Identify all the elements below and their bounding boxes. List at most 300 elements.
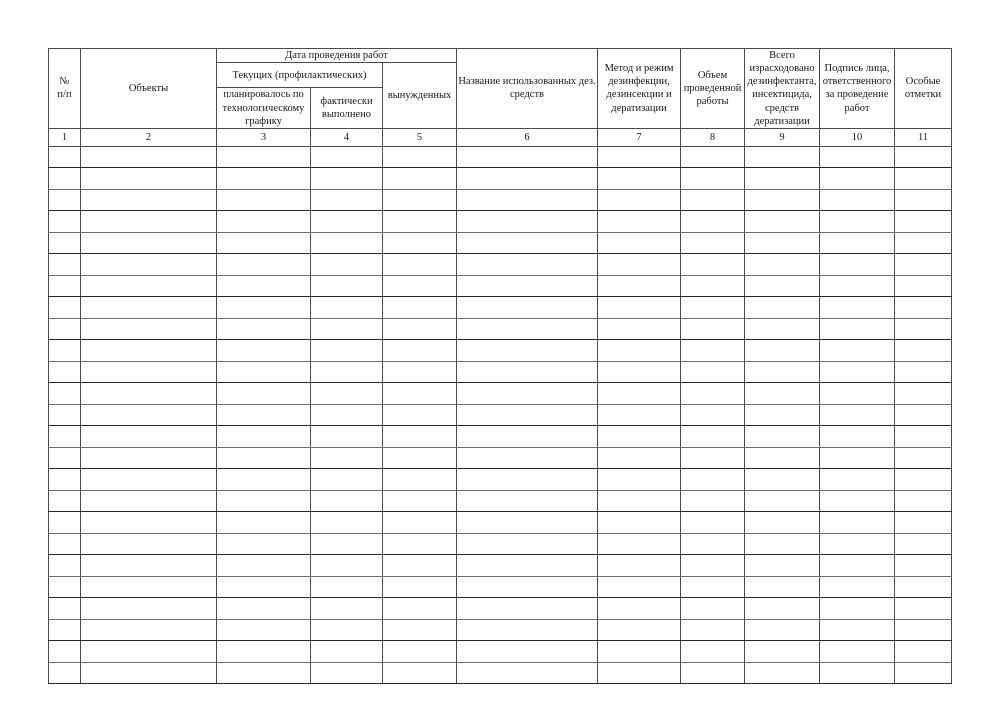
table-cell[interactable]: [745, 469, 820, 491]
table-row[interactable]: [49, 598, 952, 620]
table-cell[interactable]: [745, 189, 820, 211]
table-cell[interactable]: [49, 211, 81, 233]
table-cell[interactable]: [745, 490, 820, 512]
table-cell[interactable]: [598, 361, 681, 383]
table-cell[interactable]: [383, 168, 457, 190]
table-cell[interactable]: [820, 318, 895, 340]
table-cell[interactable]: [895, 662, 952, 684]
table-cell[interactable]: [49, 404, 81, 426]
table-row[interactable]: [49, 447, 952, 469]
table-row[interactable]: [49, 533, 952, 555]
table-cell[interactable]: [311, 168, 383, 190]
table-cell[interactable]: [745, 619, 820, 641]
table-cell[interactable]: [745, 297, 820, 319]
table-cell[interactable]: [81, 619, 217, 641]
table-cell[interactable]: [681, 340, 745, 362]
table-cell[interactable]: [383, 275, 457, 297]
table-cell[interactable]: [598, 469, 681, 491]
table-cell[interactable]: [49, 619, 81, 641]
table-cell[interactable]: [598, 232, 681, 254]
table-cell[interactable]: [457, 168, 598, 190]
table-cell[interactable]: [217, 447, 311, 469]
table-cell[interactable]: [81, 168, 217, 190]
table-cell[interactable]: [383, 490, 457, 512]
table-cell[interactable]: [217, 297, 311, 319]
table-cell[interactable]: [81, 146, 217, 168]
table-cell[interactable]: [217, 146, 311, 168]
table-row[interactable]: [49, 146, 952, 168]
table-cell[interactable]: [598, 404, 681, 426]
table-cell[interactable]: [820, 426, 895, 448]
table-row[interactable]: [49, 383, 952, 405]
table-cell[interactable]: [311, 447, 383, 469]
table-cell[interactable]: [311, 619, 383, 641]
table-cell[interactable]: [895, 447, 952, 469]
table-cell[interactable]: [895, 275, 952, 297]
table-cell[interactable]: [81, 383, 217, 405]
table-cell[interactable]: [745, 426, 820, 448]
table-cell[interactable]: [895, 318, 952, 340]
table-cell[interactable]: [820, 340, 895, 362]
table-cell[interactable]: [895, 146, 952, 168]
table-cell[interactable]: [895, 576, 952, 598]
table-row[interactable]: [49, 211, 952, 233]
table-cell[interactable]: [383, 598, 457, 620]
table-cell[interactable]: [217, 469, 311, 491]
table-cell[interactable]: [895, 254, 952, 276]
table-row[interactable]: [49, 404, 952, 426]
table-cell[interactable]: [895, 297, 952, 319]
table-cell[interactable]: [457, 533, 598, 555]
table-cell[interactable]: [311, 232, 383, 254]
table-cell[interactable]: [311, 555, 383, 577]
table-cell[interactable]: [217, 426, 311, 448]
table-cell[interactable]: [81, 189, 217, 211]
table-cell[interactable]: [457, 189, 598, 211]
table-row[interactable]: [49, 641, 952, 663]
table-cell[interactable]: [681, 490, 745, 512]
table-cell[interactable]: [598, 383, 681, 405]
table-cell[interactable]: [311, 533, 383, 555]
table-cell[interactable]: [820, 189, 895, 211]
table-row[interactable]: [49, 469, 952, 491]
table-cell[interactable]: [457, 361, 598, 383]
table-cell[interactable]: [81, 447, 217, 469]
table-cell[interactable]: [383, 426, 457, 448]
table-cell[interactable]: [457, 469, 598, 491]
table-cell[interactable]: [895, 426, 952, 448]
table-cell[interactable]: [681, 361, 745, 383]
table-cell[interactable]: [457, 619, 598, 641]
table-cell[interactable]: [383, 297, 457, 319]
table-cell[interactable]: [81, 555, 217, 577]
table-cell[interactable]: [311, 275, 383, 297]
table-cell[interactable]: [457, 318, 598, 340]
table-cell[interactable]: [895, 168, 952, 190]
table-cell[interactable]: [745, 383, 820, 405]
table-cell[interactable]: [820, 361, 895, 383]
table-cell[interactable]: [820, 254, 895, 276]
table-cell[interactable]: [820, 211, 895, 233]
table-cell[interactable]: [383, 146, 457, 168]
table-cell[interactable]: [81, 404, 217, 426]
table-cell[interactable]: [598, 662, 681, 684]
table-cell[interactable]: [49, 447, 81, 469]
table-cell[interactable]: [217, 662, 311, 684]
table-cell[interactable]: [49, 275, 81, 297]
table-cell[interactable]: [217, 598, 311, 620]
table-cell[interactable]: [681, 576, 745, 598]
table-cell[interactable]: [49, 576, 81, 598]
table-cell[interactable]: [49, 512, 81, 534]
table-cell[interactable]: [681, 189, 745, 211]
table-cell[interactable]: [457, 146, 598, 168]
table-cell[interactable]: [820, 146, 895, 168]
table-cell[interactable]: [598, 576, 681, 598]
table-cell[interactable]: [895, 533, 952, 555]
table-row[interactable]: [49, 297, 952, 319]
table-cell[interactable]: [745, 318, 820, 340]
table-cell[interactable]: [598, 490, 681, 512]
table-cell[interactable]: [383, 211, 457, 233]
table-cell[interactable]: [49, 426, 81, 448]
table-cell[interactable]: [598, 275, 681, 297]
table-cell[interactable]: [598, 168, 681, 190]
table-cell[interactable]: [49, 469, 81, 491]
table-cell[interactable]: [311, 318, 383, 340]
table-cell[interactable]: [895, 641, 952, 663]
table-cell[interactable]: [820, 447, 895, 469]
table-cell[interactable]: [457, 555, 598, 577]
table-cell[interactable]: [598, 447, 681, 469]
table-cell[interactable]: [81, 512, 217, 534]
table-cell[interactable]: [311, 490, 383, 512]
table-cell[interactable]: [311, 598, 383, 620]
table-cell[interactable]: [820, 168, 895, 190]
table-cell[interactable]: [895, 555, 952, 577]
table-cell[interactable]: [311, 404, 383, 426]
table-cell[interactable]: [598, 297, 681, 319]
table-cell[interactable]: [217, 404, 311, 426]
table-cell[interactable]: [49, 318, 81, 340]
table-cell[interactable]: [457, 383, 598, 405]
table-cell[interactable]: [598, 340, 681, 362]
table-cell[interactable]: [598, 598, 681, 620]
table-cell[interactable]: [820, 662, 895, 684]
table-cell[interactable]: [383, 254, 457, 276]
table-cell[interactable]: [895, 211, 952, 233]
table-cell[interactable]: [457, 254, 598, 276]
table-cell[interactable]: [383, 189, 457, 211]
table-row[interactable]: [49, 662, 952, 684]
table-cell[interactable]: [457, 662, 598, 684]
table-cell[interactable]: [383, 340, 457, 362]
table-cell[interactable]: [598, 146, 681, 168]
table-cell[interactable]: [311, 254, 383, 276]
table-cell[interactable]: [49, 168, 81, 190]
table-cell[interactable]: [681, 512, 745, 534]
table-row[interactable]: [49, 426, 952, 448]
table-cell[interactable]: [598, 641, 681, 663]
table-cell[interactable]: [81, 254, 217, 276]
table-row[interactable]: [49, 318, 952, 340]
table-cell[interactable]: [383, 641, 457, 663]
table-cell[interactable]: [745, 447, 820, 469]
table-cell[interactable]: [81, 490, 217, 512]
table-cell[interactable]: [311, 469, 383, 491]
table-cell[interactable]: [49, 555, 81, 577]
table-cell[interactable]: [681, 297, 745, 319]
table-cell[interactable]: [49, 361, 81, 383]
table-cell[interactable]: [895, 469, 952, 491]
table-cell[interactable]: [745, 404, 820, 426]
table-cell[interactable]: [49, 297, 81, 319]
table-cell[interactable]: [681, 404, 745, 426]
table-cell[interactable]: [745, 211, 820, 233]
table-row[interactable]: [49, 168, 952, 190]
table-cell[interactable]: [457, 340, 598, 362]
table-cell[interactable]: [217, 383, 311, 405]
table-cell[interactable]: [217, 189, 311, 211]
table-cell[interactable]: [457, 232, 598, 254]
table-cell[interactable]: [681, 469, 745, 491]
table-cell[interactable]: [598, 555, 681, 577]
table-row[interactable]: [49, 232, 952, 254]
table-cell[interactable]: [820, 512, 895, 534]
table-cell[interactable]: [598, 619, 681, 641]
table-cell[interactable]: [383, 555, 457, 577]
table-cell[interactable]: [457, 447, 598, 469]
table-cell[interactable]: [457, 576, 598, 598]
table-cell[interactable]: [383, 576, 457, 598]
table-cell[interactable]: [457, 211, 598, 233]
table-cell[interactable]: [311, 576, 383, 598]
table-cell[interactable]: [598, 512, 681, 534]
table-cell[interactable]: [49, 232, 81, 254]
table-cell[interactable]: [745, 598, 820, 620]
table-cell[interactable]: [895, 232, 952, 254]
table-cell[interactable]: [81, 576, 217, 598]
table-cell[interactable]: [457, 275, 598, 297]
table-cell[interactable]: [745, 340, 820, 362]
table-cell[interactable]: [217, 576, 311, 598]
table-cell[interactable]: [311, 641, 383, 663]
table-cell[interactable]: [81, 275, 217, 297]
table-cell[interactable]: [217, 490, 311, 512]
table-cell[interactable]: [895, 490, 952, 512]
table-cell[interactable]: [820, 404, 895, 426]
table-cell[interactable]: [745, 361, 820, 383]
table-cell[interactable]: [49, 533, 81, 555]
table-cell[interactable]: [598, 211, 681, 233]
table-cell[interactable]: [895, 512, 952, 534]
table-cell[interactable]: [681, 619, 745, 641]
table-cell[interactable]: [598, 426, 681, 448]
table-cell[interactable]: [217, 619, 311, 641]
table-cell[interactable]: [895, 340, 952, 362]
table-cell[interactable]: [457, 598, 598, 620]
table-cell[interactable]: [311, 426, 383, 448]
table-cell[interactable]: [311, 340, 383, 362]
table-row[interactable]: [49, 254, 952, 276]
table-cell[interactable]: [820, 275, 895, 297]
table-cell[interactable]: [81, 426, 217, 448]
table-cell[interactable]: [81, 340, 217, 362]
table-cell[interactable]: [81, 211, 217, 233]
table-cell[interactable]: [49, 254, 81, 276]
table-row[interactable]: [49, 189, 952, 211]
table-cell[interactable]: [820, 619, 895, 641]
table-cell[interactable]: [217, 340, 311, 362]
table-cell[interactable]: [81, 469, 217, 491]
table-cell[interactable]: [895, 361, 952, 383]
table-cell[interactable]: [681, 662, 745, 684]
table-cell[interactable]: [681, 426, 745, 448]
table-cell[interactable]: [217, 533, 311, 555]
table-cell[interactable]: [820, 533, 895, 555]
table-cell[interactable]: [457, 297, 598, 319]
table-cell[interactable]: [820, 490, 895, 512]
table-cell[interactable]: [49, 598, 81, 620]
table-cell[interactable]: [681, 211, 745, 233]
table-cell[interactable]: [745, 168, 820, 190]
table-cell[interactable]: [383, 447, 457, 469]
table-cell[interactable]: [895, 619, 952, 641]
table-cell[interactable]: [681, 533, 745, 555]
table-cell[interactable]: [383, 469, 457, 491]
table-cell[interactable]: [217, 361, 311, 383]
table-cell[interactable]: [81, 662, 217, 684]
table-cell[interactable]: [49, 662, 81, 684]
table-cell[interactable]: [311, 662, 383, 684]
table-cell[interactable]: [217, 211, 311, 233]
table-cell[interactable]: [383, 512, 457, 534]
table-cell[interactable]: [457, 404, 598, 426]
table-cell[interactable]: [598, 318, 681, 340]
table-cell[interactable]: [820, 555, 895, 577]
table-cell[interactable]: [820, 576, 895, 598]
table-cell[interactable]: [457, 512, 598, 534]
table-cell[interactable]: [681, 641, 745, 663]
table-cell[interactable]: [895, 404, 952, 426]
table-cell[interactable]: [217, 232, 311, 254]
table-cell[interactable]: [81, 297, 217, 319]
table-cell[interactable]: [383, 383, 457, 405]
table-cell[interactable]: [681, 383, 745, 405]
table-cell[interactable]: [745, 254, 820, 276]
table-cell[interactable]: [311, 146, 383, 168]
table-cell[interactable]: [820, 469, 895, 491]
table-cell[interactable]: [745, 555, 820, 577]
table-cell[interactable]: [311, 189, 383, 211]
table-cell[interactable]: [49, 146, 81, 168]
table-cell[interactable]: [745, 576, 820, 598]
table-row[interactable]: [49, 490, 952, 512]
table-cell[interactable]: [311, 211, 383, 233]
table-cell[interactable]: [217, 512, 311, 534]
table-cell[interactable]: [383, 232, 457, 254]
table-cell[interactable]: [81, 318, 217, 340]
table-cell[interactable]: [81, 533, 217, 555]
table-cell[interactable]: [681, 232, 745, 254]
table-cell[interactable]: [383, 662, 457, 684]
table-cell[interactable]: [681, 275, 745, 297]
table-row[interactable]: [49, 361, 952, 383]
table-cell[interactable]: [820, 598, 895, 620]
table-cell[interactable]: [81, 232, 217, 254]
table-cell[interactable]: [81, 361, 217, 383]
table-cell[interactable]: [745, 275, 820, 297]
table-cell[interactable]: [311, 383, 383, 405]
table-cell[interactable]: [49, 490, 81, 512]
table-cell[interactable]: [745, 533, 820, 555]
table-row[interactable]: [49, 340, 952, 362]
table-cell[interactable]: [820, 383, 895, 405]
table-cell[interactable]: [311, 512, 383, 534]
table-cell[interactable]: [820, 297, 895, 319]
table-cell[interactable]: [49, 189, 81, 211]
table-cell[interactable]: [311, 361, 383, 383]
table-cell[interactable]: [383, 533, 457, 555]
table-cell[interactable]: [457, 426, 598, 448]
table-cell[interactable]: [681, 168, 745, 190]
table-row[interactable]: [49, 619, 952, 641]
table-cell[interactable]: [820, 641, 895, 663]
table-cell[interactable]: [81, 641, 217, 663]
table-cell[interactable]: [49, 641, 81, 663]
table-cell[interactable]: [895, 598, 952, 620]
table-cell[interactable]: [457, 641, 598, 663]
table-cell[interactable]: [745, 512, 820, 534]
table-row[interactable]: [49, 555, 952, 577]
table-cell[interactable]: [383, 619, 457, 641]
table-cell[interactable]: [745, 641, 820, 663]
table-cell[interactable]: [383, 404, 457, 426]
table-row[interactable]: [49, 576, 952, 598]
table-cell[interactable]: [49, 340, 81, 362]
table-cell[interactable]: [895, 189, 952, 211]
table-cell[interactable]: [681, 555, 745, 577]
table-cell[interactable]: [681, 146, 745, 168]
table-cell[interactable]: [895, 383, 952, 405]
table-cell[interactable]: [681, 318, 745, 340]
table-cell[interactable]: [217, 641, 311, 663]
table-cell[interactable]: [820, 232, 895, 254]
table-cell[interactable]: [681, 598, 745, 620]
table-cell[interactable]: [598, 533, 681, 555]
table-cell[interactable]: [745, 232, 820, 254]
table-row[interactable]: [49, 275, 952, 297]
table-cell[interactable]: [217, 318, 311, 340]
table-cell[interactable]: [383, 318, 457, 340]
table-cell[interactable]: [598, 189, 681, 211]
table-cell[interactable]: [681, 254, 745, 276]
table-cell[interactable]: [217, 254, 311, 276]
table-cell[interactable]: [49, 383, 81, 405]
table-cell[interactable]: [745, 146, 820, 168]
table-row[interactable]: [49, 512, 952, 534]
table-cell[interactable]: [81, 598, 217, 620]
table-cell[interactable]: [383, 361, 457, 383]
table-cell[interactable]: [745, 662, 820, 684]
table-cell[interactable]: [457, 490, 598, 512]
table-cell[interactable]: [598, 254, 681, 276]
table-cell[interactable]: [681, 447, 745, 469]
table-cell[interactable]: [311, 297, 383, 319]
table-cell[interactable]: [217, 168, 311, 190]
table-cell[interactable]: [217, 275, 311, 297]
table-cell[interactable]: [217, 555, 311, 577]
